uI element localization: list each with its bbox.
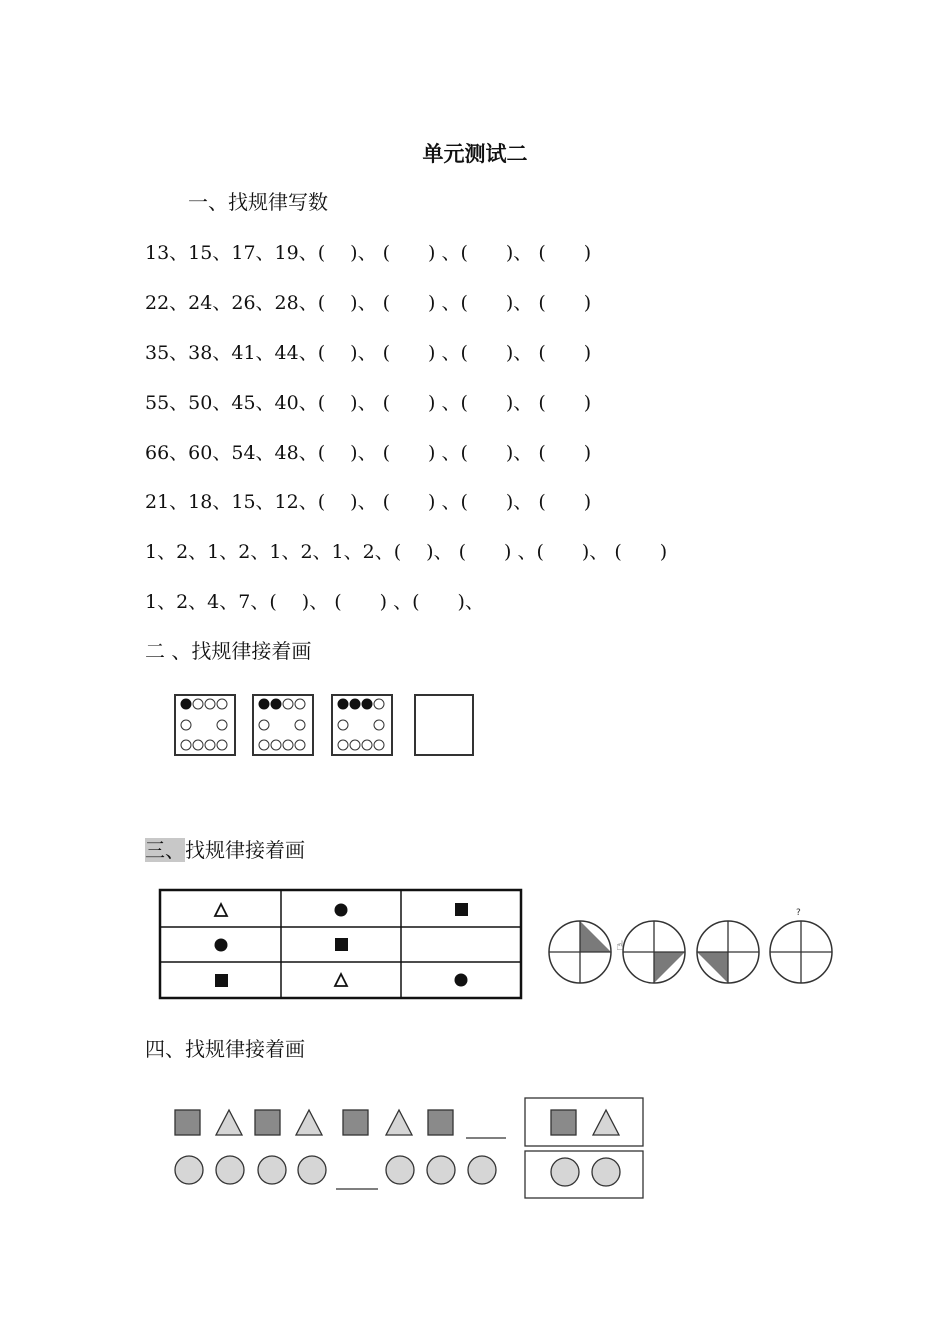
circle-icon [455,974,468,987]
empty-answer-cell[interactable] [403,929,519,960]
circle-icon [592,1158,620,1186]
shape-sequence-row-1 [175,1110,506,1138]
pattern-circle-2 [623,921,685,983]
section3-heading-highlight: 三、 [145,838,185,862]
section2-heading: 二 、找规律接着画 [145,639,312,663]
square-icon [215,974,228,987]
dot-box-3 [332,695,392,755]
shape-sequence-row-2 [175,1156,496,1189]
circle-icon [258,1156,286,1184]
circle-icon [427,1156,455,1184]
triangle-icon [216,1110,242,1135]
sequence-row[interactable]: 1、2、1、2、1、2、1、2、( )、 ( ) 、( )、 ( ) [145,541,668,563]
square-icon [551,1110,576,1135]
option-box-2[interactable] [525,1151,643,1198]
circle-icon [551,1158,579,1186]
quarter-circle-pattern [542,900,842,996]
triangle-icon [386,1110,412,1135]
dot-box-1 [175,695,235,755]
square-icon [255,1110,280,1135]
square-icon [175,1110,200,1135]
square-icon [455,903,468,916]
shape-grid-table [158,888,524,1002]
sequence-row[interactable]: 55、50、45、40、( )、 ( ) 、( )、 ( ) [145,392,592,414]
dot-pattern-figure [170,690,480,762]
section1-heading: 一、找规律写数 [188,190,328,214]
circle-icon [216,1156,244,1184]
circle-icon [298,1156,326,1184]
pattern-circle-answer[interactable] [770,921,832,983]
sequence-row[interactable]: 1、2、4、7、( )、 ( ) 、( )、 [145,591,484,613]
square-icon [428,1110,453,1135]
hand-cursor-icon: ☝ [616,939,624,954]
section4-heading: 四、找规律接着画 [145,1037,305,1061]
sequence-row[interactable]: 35、38、41、44、( )、 ( ) 、( )、 ( ) [145,342,592,364]
triangle-icon [296,1110,322,1135]
sequence-row[interactable]: 13、15、17、19、( )、 ( ) 、( )、 ( ) [145,242,592,264]
shape-sequence-figure [168,1094,650,1206]
question-mark: ? [796,908,801,918]
dot-box-2 [253,695,313,755]
circle-icon [468,1156,496,1184]
section3-heading [145,834,305,863]
sequence-row[interactable]: 22、24、26、28、( )、 ( ) 、( )、 ( ) [145,292,592,314]
circle-icon [335,904,348,917]
empty-answer-box[interactable] [415,695,473,755]
option-box-1[interactable] [525,1098,643,1146]
circle-icon [215,939,228,952]
pattern-circle-1 [549,921,611,983]
circle-icon [386,1156,414,1184]
pattern-circle-3 [697,921,759,983]
sequence-row[interactable]: 66、60、54、48、( )、 ( ) 、( )、 ( ) [145,442,592,464]
square-icon [335,938,348,951]
page-title: 单元测试二 [422,142,528,166]
circle-icon [175,1156,203,1184]
square-icon [343,1110,368,1135]
sequence-row[interactable]: 21、18、15、12、( )、 ( ) 、( )、 ( ) [145,491,592,513]
section3-heading-text: 找规律接着画 [185,838,305,862]
